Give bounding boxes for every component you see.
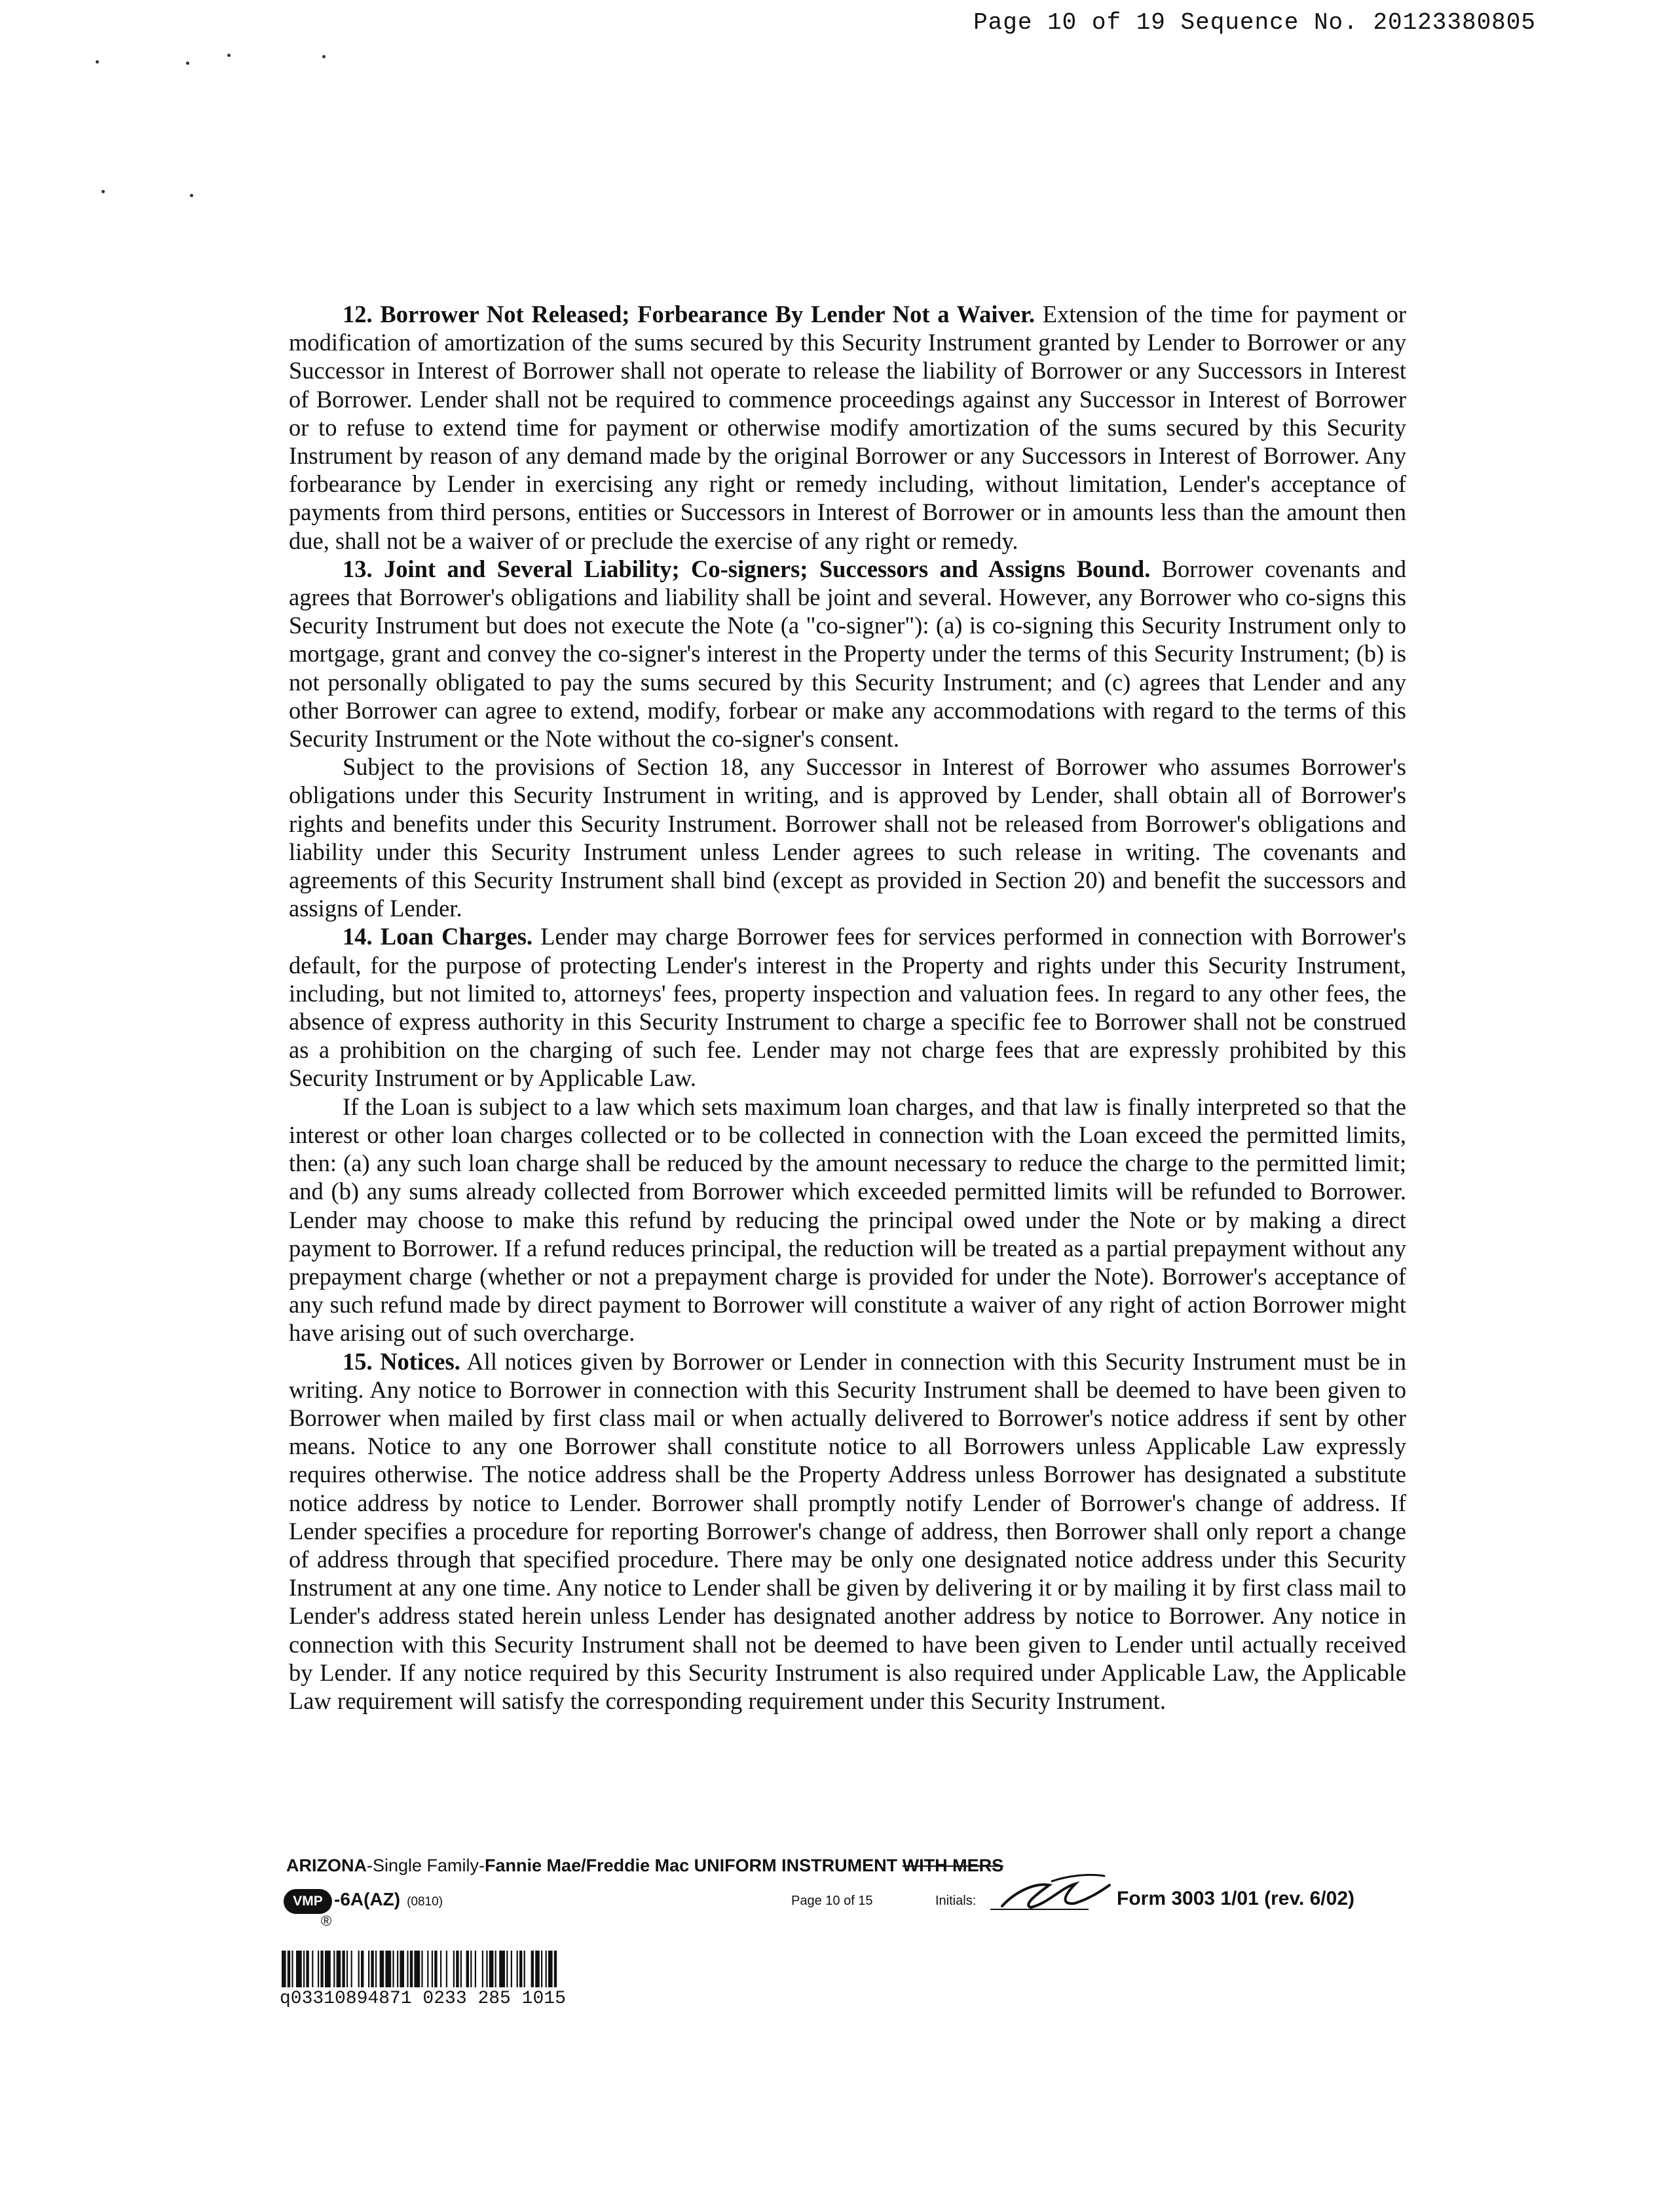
sequence-header: Page 10 of 19 Sequence No. 20123380805 xyxy=(973,9,1536,36)
instrument-body xyxy=(289,300,1406,1715)
initials-label: Initials: xyxy=(935,1894,977,1908)
form-code-version: (0810) xyxy=(407,1895,443,1909)
barcode-text: q03310894871 0233 285 1015 xyxy=(280,1989,566,2009)
section-13 xyxy=(289,555,1406,753)
section-14-continued xyxy=(289,1093,1406,1347)
scan-speck xyxy=(227,54,231,57)
section-14 xyxy=(289,922,1406,1092)
footer-form-title xyxy=(286,1856,1003,1876)
footer-state: ARIZONA xyxy=(286,1856,367,1875)
form-code xyxy=(334,1889,443,1910)
section-text: Lender may charge Borrower fees for services performed in connection with Borrower's default, for the purpose of protecting Lender's interest in the Property and rights under this Security Instrument, including, but not limited to, attorneys' fees, property inspection and valuation fees. In regard to any other fees, the absence of express authority in this Security Instrument to charge a specific fee to Borrower shall not be construed as a prohibition on the charging of such fee. Lender may not charge fees that are expressly prohibited by this Security Instrument or by Applicable Law. xyxy=(289,923,1406,1092)
scan-speck xyxy=(96,60,99,64)
scan-speck xyxy=(186,62,189,65)
section-15 xyxy=(289,1347,1406,1715)
section-heading: 14. Loan Charges. xyxy=(343,923,533,950)
section-text: Subject to the provisions of Section 18, any Successor in Interest of Borrower who assumes Borrower's obligations under this Security Instrument in writing, and is approved by Lender, shall obtain all of Borrower's rights and benefits under this Security Instrument. Borrower shall not be released from Borrower's obligations and liability under this Security Instrument unless Lender agrees to such release in writing. The covenants and agreements of this Security Instrument shall bind (except as provided in Section 20) and benefit the successors and assigns of Lender. xyxy=(289,753,1406,922)
form-code-main: -6A(AZ) xyxy=(334,1889,401,1909)
scan-speck xyxy=(102,190,105,193)
footer-with-mers: WITH MERS xyxy=(902,1856,1004,1875)
section-heading: 12. Borrower Not Released; Forbearance By Lender Not a Waiver. xyxy=(343,301,1035,328)
section-text: All notices given by Borrower or Lender in connection with this Security Instrument must be in writing. Any notice to Borrower in connection with this Security Instrument shall be deemed to have been given to Borrower when mailed by first class mail or when actually delivered to Borrower's notice address if sent by other means. Notice to any one Borrower shall constitute notice to all Borrowers unless Applicable Law expressly requires otherwise. The notice address shall be the Property Address unless Borrower has designated a substitute notice address by notice to Lender. Borrower shall promptly notify Lender of Borrower's change of address. If Lender specifies a procedure for reporting Borrower's change of address, then Borrower shall only report a change of address through that specified procedure. There may be only one designated notice address under this Security Instrument at any one time. Any notice to Lender shall be given by delivering it or by mailing it by first class mail to Lender's address stated herein unless Lender has designated another address by notice to Borrower. Any notice in connection with this Security Instrument shall not be deemed to have been given to Lender until actually received by Lender. If any notice required by this Security Instrument is also required under Applicable Law, the Applicable Law requirement will satisfy the corresponding requirement under this Security Instrument. xyxy=(289,1347,1407,1714)
section-heading: 15. Notices. xyxy=(343,1347,460,1375)
footer-page-number: Page 10 of 15 xyxy=(791,1894,873,1908)
section-heading: 13. Joint and Several Liability; Co-signers; Successors and Assigns Bound. xyxy=(343,555,1151,582)
scan-speck xyxy=(322,55,326,58)
footer-agency: Fannie Mae/Freddie Mac UNIFORM INSTRUMENT xyxy=(485,1856,903,1875)
section-13-continued xyxy=(289,753,1406,922)
form-number: Form 3003 1/01 (rev. 6/02) xyxy=(1117,1888,1354,1909)
vmp-logo: VMP xyxy=(284,1889,332,1914)
section-12 xyxy=(289,300,1406,555)
section-text: If the Loan is subject to a law which sets maximum loan charges, and that law is finally interpreted so that the interest or other loan charges collected or to be collected in connection with the Loan exceed the permitted limits, then: (a) any such loan charge shall be reduced by the amount necessary to reduce the charge to the permitted limit; and (b) any sums already collected from Borrower which exceeded permitted limits will be refunded to Borrower. Lender may choose to make this refund by reducing the principal owed under the Note or by making a direct payment to Borrower. If a refund reduces principal, the reduction will be treated as a partial prepayment without any prepayment charge (whether or not a prepayment charge is provided for under the Note). Borrower's acceptance of any such refund made by direct payment to Borrower will constitute a waiver of any right of action Borrower might have arising out of such overcharge. xyxy=(289,1093,1406,1347)
initials-signature xyxy=(989,1865,1113,1918)
section-text: Borrower covenants and agrees that Borrower's obligations and liability shall be joint and several. However, any Borrower who co-signs this Security Instrument but does not execute the Note (a "co-signer"): (a) is co-signing this Security Instrument only to mortgage, grant and convey the co-signer's interest in the Property under the terms of this Security Instrument; (b) is not personally obligated to pay the sums secured by this Security Instrument; and (c) agrees that Lender and any other Borrower can agree to extend, modify, forbear or make any accommodations with regard to the terms of this Security Instrument or the Note without the co-signer's consent. xyxy=(289,555,1406,753)
section-text: Extension of the time for payment or modification of amortization of the sums secured by this Security Instrument granted by Lender to Borrower or any Successor in Interest of Borrower shall not operate to release the liability of Borrower or any Successors in Interest of Borrower. Lender shall not be required to commence proceedings against any Successor in Interest of Borrower or to refuse to extend time for payment or otherwise modify amortization of the sums secured by this Security Instrument by reason of any demand made by the original Borrower or any Successors in Interest of Borrower. Any forbearance by Lender in exercising any right or remedy including, without limitation, Lender's acceptance of payments from third persons, entities or Successors in Interest of Borrower or in amounts less than the amount then due, shall not be a waiver of or preclude the exercise of any right or remedy. xyxy=(289,301,1407,554)
registered-mark: ® xyxy=(321,1913,332,1929)
scan-speck xyxy=(190,194,193,197)
footer-state-suffix: -Single Family- xyxy=(367,1856,485,1875)
barcode xyxy=(282,1951,727,1987)
